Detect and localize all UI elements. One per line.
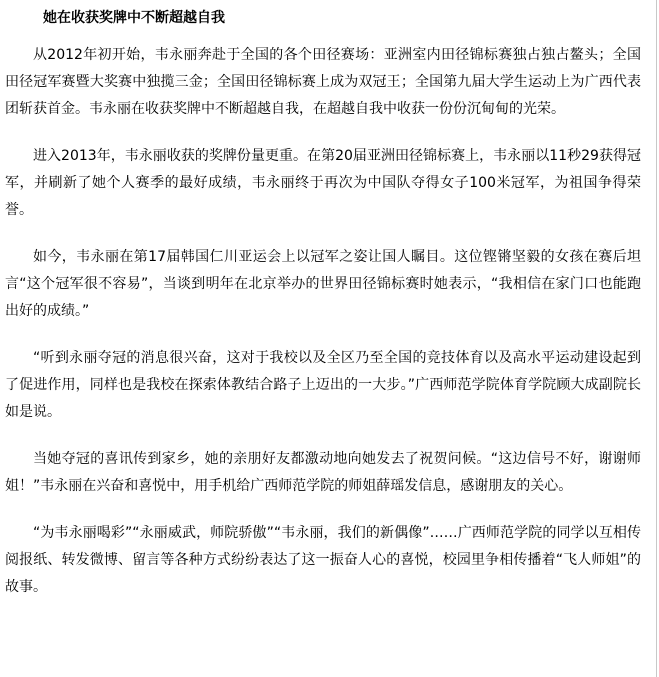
paragraph-1: 从2012年初开始，韦永丽奔赴于全国的各个田径赛场：亚洲室内田径锦标赛独占独占鳌头；全国田径冠军赛暨大奖赛中独揽三金；全国田径锦标赛上成为双冠王；全国第九届大学生运动上为广西代表团斩获首金。韦永丽在收获奖牌中不断超越自我，在超越自我中收获一份份沉甸甸的光荣。 — [5, 47, 641, 117]
paragraph-3: 如今，韦永丽在第17届韩国仁川亚运会上以冠军之姿让国人瞩目。这位铿锵坚毅的女孩在赛后坦言“这个冠军很不容易”，当谈到明年在北京举办的世界田径锦标赛时她表示，“我相信在家门口也能跑出好的成绩。” — [5, 249, 641, 319]
paragraph-2: 进入2013年，韦永丽收获的奖牌份量更重。在第20届亚洲田径锦标赛上，韦永丽以11秒29获得冠军，并刷新了她个人赛季的最好成绩，韦永丽终于再次为中国队夺得女子100米冠军，为祖国争得荣誉。 — [5, 148, 641, 218]
paragraph-6: “为韦永丽喝彩”“永丽威武，师院骄傲”“韦永丽，我们的新偶像”……广西师范学院的同学以互相传阅报纸、转发微博、留言等各种方式纷纷表达了这一振奋人心的喜悦，校园里争相传播着“飞人师姐”的故事。 — [5, 525, 641, 595]
article-headline: 她在收获奖牌中不断超越自我 — [43, 10, 225, 26]
paragraph-4: “听到永丽夺冠的消息很兴奋，这对于我校以及全区乃至全国的竞技体育以及高水平运动建设起到了促进作用，同样也是我校在探索体教结合路子上迈出的一大步。”广西师范学院体育学院顾大成副院长如是说。 — [5, 350, 641, 420]
article-body — [5, 8, 641, 621]
paragraph-5: 当她夺冠的喜讯传到家乡，她的亲朋好友都激动地向她发去了祝贺问候。“这边信号不好，谢谢师姐！”韦永丽在兴奋和喜悦中，用手机给广西师范学院的师姐薛瑶发信息，感谢朋友的关心。 — [5, 451, 641, 494]
page-border — [656, 0, 657, 677]
